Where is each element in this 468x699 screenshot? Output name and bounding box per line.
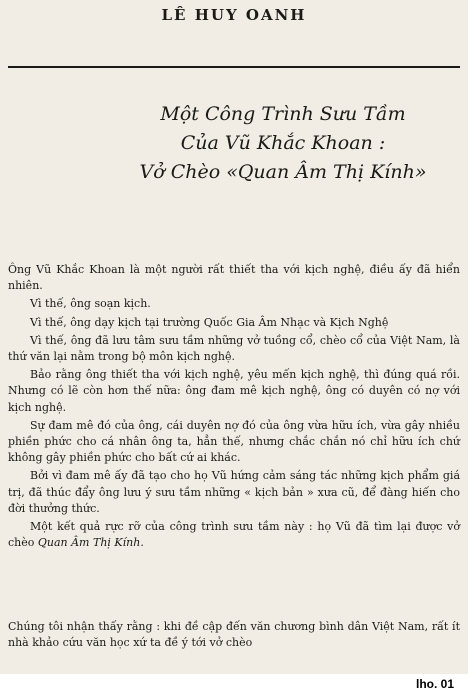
paragraph-4: Vì thế, ông đã lưu tâm sưu tầm những vở tuồng cổ, chèo cổ của Việt Nam, là thứ văn lại nằm trong bộ môn kịch nghệ. <box>8 333 460 364</box>
title-line-2: Của Vũ Khắc Khoan : <box>180 132 386 154</box>
footer-strip <box>0 674 468 699</box>
title-line-1: Một Công Trình Sưu Tầm <box>160 103 406 125</box>
paragraph-1: Ông Vũ Khắc Khoan là một người rất thiết tha với kịch nghệ, điều ấy đã hiển nhiên. <box>8 263 460 293</box>
paragraph-9: Chúng tôi nhận thấy rằng : khi đề cập đến văn chương bình dân Việt Nam, rất ít nhà khảo cứu văn học xứ ta đề ý tới vở chèo <box>8 620 460 650</box>
paragraph-8-text: Một kết quả rực rỡ của công trình sưu tầm này : họ Vũ đã tìm lại được vở chèo <box>8 520 460 550</box>
paragraph-2: Vì thế, ông soạn kịch. <box>30 297 151 311</box>
paragraph-5: Bảo rằng ông thiết tha với kịch nghệ, yêu mến kịch nghệ, thì đúng quá rồi. Nhưng có lẽ còn hơn thế nữa: ông đam mê kịch nghệ, ông có duyên có nợ với kịch nghệ. <box>8 368 460 414</box>
paragraph-8-end: . <box>140 536 144 550</box>
image-caption: lho. 01 <box>415 677 454 691</box>
paragraph-3: Vì thế, ông dạy kịch tại trường Quốc Gia Âm Nhạc và Kịch Nghệ <box>30 315 389 329</box>
article-body-continued <box>8 619 460 651</box>
paragraph-7: Bởi vì đam mê ấy đã tạo cho họ Vũ hứng cảm sáng tác những kịch phẩm giá trị, đã thúc đẩy ông lưu ý sưu tầm những « kịch bản » xưa cũ, để đàng hiến cho đời thưởng thức. <box>8 469 460 515</box>
header-rule <box>8 66 460 68</box>
play-title: Quan Âm Thị Kính <box>37 536 141 550</box>
paragraph-8 <box>8 519 460 551</box>
paragraph-6: Sự đam mê đó của ông, cái duyên nợ đó của ông vừa hữu ích, vừa gây nhiều phiền phức cho cá nhân ông ta, hẳn thế, nhưng chắc chắn nó chỉ hữu ích chứ không gây phiền phức cho bất cứ ai khác. <box>8 418 460 465</box>
author-name: LÊ HUY OANH <box>161 6 307 24</box>
article-title <box>100 100 466 187</box>
title-line-3: Vở Chèo «Quan Âm Thị Kính» <box>139 161 427 183</box>
article-body <box>8 262 460 553</box>
